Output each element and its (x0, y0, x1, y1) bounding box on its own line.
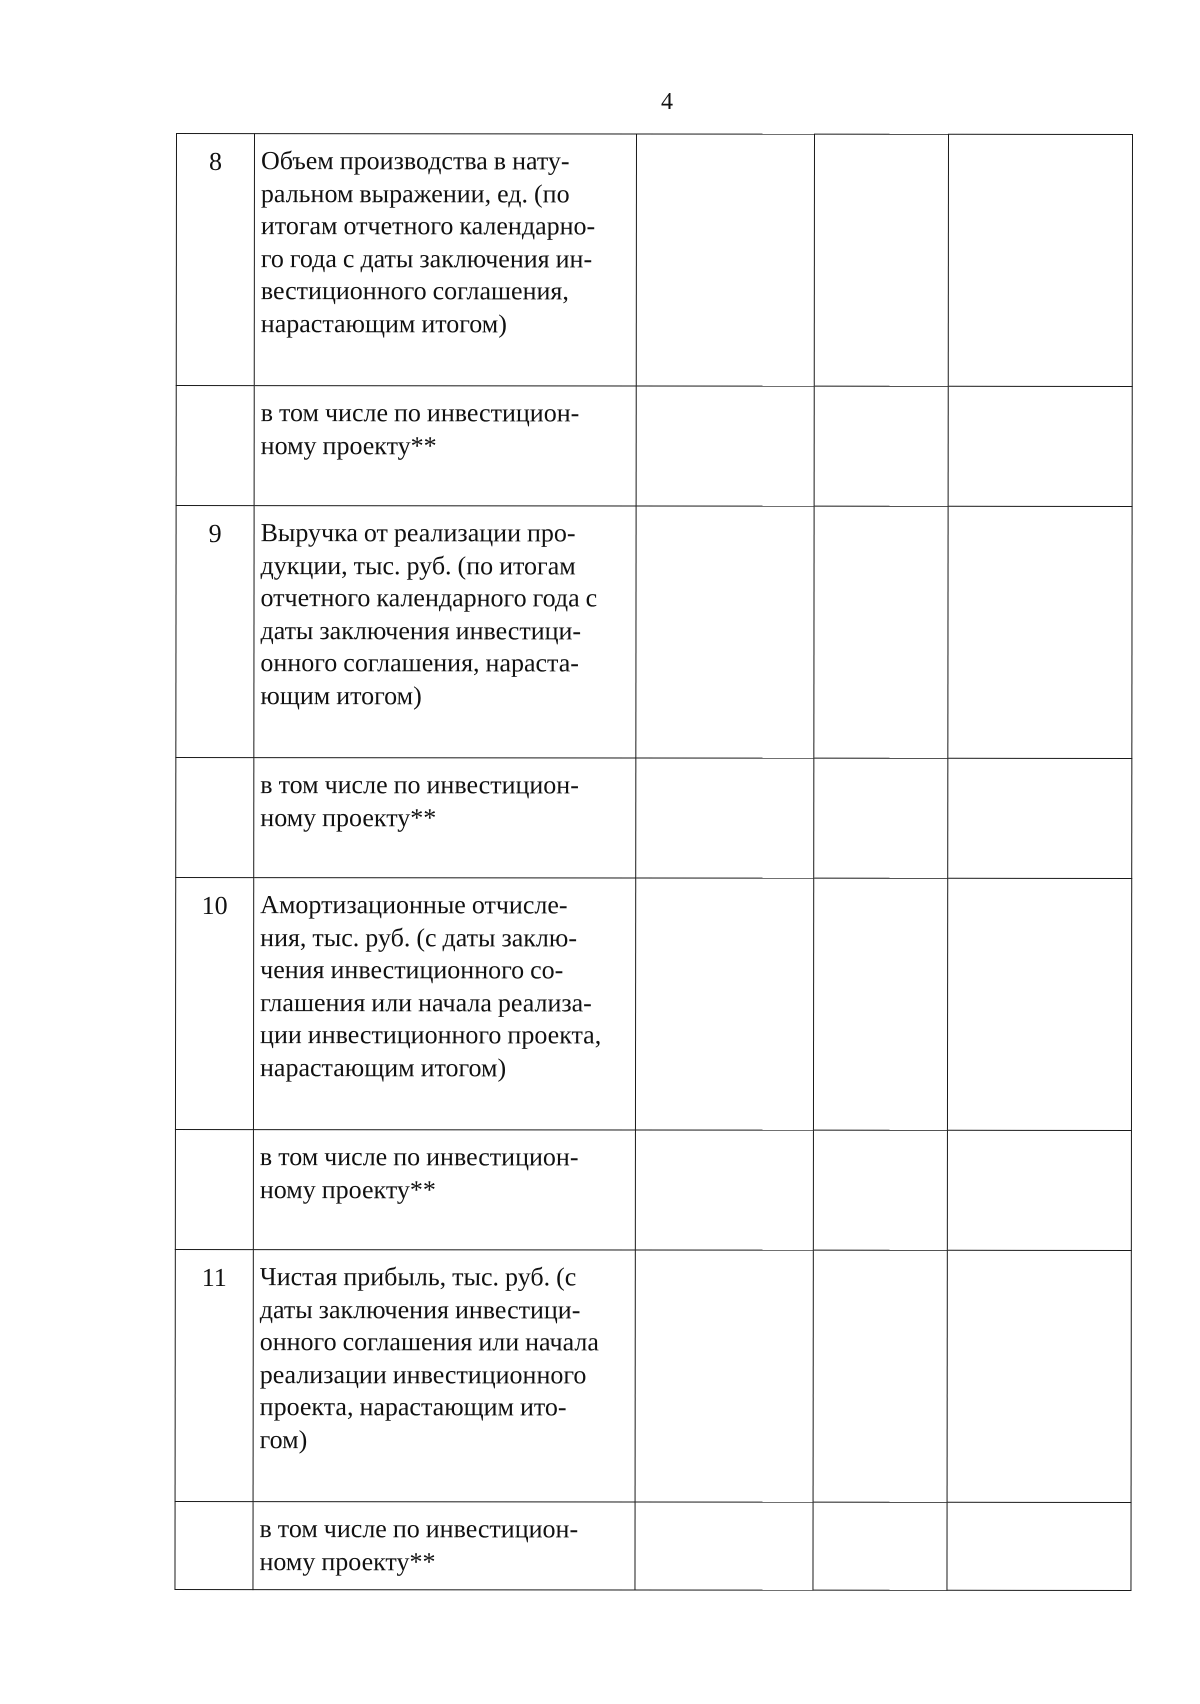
value-cell (948, 758, 1132, 878)
value-cell (813, 1130, 947, 1250)
indicator-name-line: вестиционного соглашения, (260, 276, 569, 306)
table-row (176, 386, 1132, 507)
row-number: 10 (175, 878, 253, 1130)
indicator-name-line: гом) (259, 1424, 308, 1454)
indicator-name (254, 134, 636, 386)
indicator-name (253, 878, 635, 1130)
row-number (176, 386, 254, 506)
indicators-table (174, 133, 1133, 1591)
indicator-name (254, 506, 636, 758)
value-cell (948, 506, 1132, 758)
value-cell (948, 134, 1132, 386)
indicator-name-line: Амортизационные отчисле- (260, 890, 568, 920)
indicator-name-line: ральном выражении, ед. (по (260, 178, 570, 208)
row-number (175, 1501, 253, 1589)
indicator-name-line: реализации инвестиционного (259, 1359, 587, 1389)
indicator-name-line: Объем производства в нату- (260, 146, 570, 176)
value-cell (813, 1502, 947, 1590)
value-cell (636, 506, 814, 758)
indicator-name-line: в том числе по инвестицион- (260, 398, 580, 428)
table-row (175, 878, 1131, 1131)
row-number (175, 1130, 253, 1250)
row-number: 11 (175, 1249, 253, 1501)
table-row (176, 506, 1132, 759)
indicator-name-line: ющим итогом) (260, 680, 422, 710)
page-number: 4 (661, 89, 673, 115)
value-cell (814, 506, 948, 758)
value-cell (636, 758, 814, 878)
table-row (175, 1249, 1131, 1502)
value-cell (947, 1250, 1131, 1502)
indicator-name-line: ции инвестиционного проекта, (260, 1020, 602, 1050)
indicator-name-line: Чистая прибыль, тыс. руб. (с (259, 1262, 577, 1292)
value-cell (813, 1250, 947, 1502)
indicator-name-line: ному проекту** (260, 430, 437, 460)
indicator-name (253, 1250, 635, 1502)
value-cell (947, 1130, 1131, 1250)
value-cell (813, 878, 947, 1130)
indicator-name-line: нарастающим итогом) (260, 1052, 507, 1082)
row-number: 8 (176, 134, 254, 386)
indicator-name-line: нарастающим итогом) (260, 308, 507, 338)
indicator-name-line: онного соглашения, нараста- (260, 648, 579, 678)
value-cell (635, 1502, 813, 1590)
indicator-name (254, 758, 636, 878)
indicator-name-line: ному проекту** (260, 802, 437, 832)
row-number: 9 (176, 506, 254, 758)
table-row (176, 134, 1132, 387)
indicator-name-line: онного соглашения или начала (259, 1327, 599, 1357)
indicator-name-line: даты заключения инвестици- (260, 615, 582, 645)
indicator-name-line: ному проекту** (259, 1546, 436, 1576)
indicator-name-line: ному проекту** (259, 1174, 436, 1204)
value-cell (635, 878, 813, 1130)
indicator-name-line: итогам отчетного календарно- (260, 211, 596, 241)
indicator-name-line: отчетного календарного года с (260, 583, 598, 613)
value-cell (636, 386, 814, 506)
value-cell (635, 1130, 813, 1250)
value-cell (947, 1502, 1131, 1590)
value-cell (814, 134, 948, 386)
indicator-name-line: даты заключения инвестици- (259, 1294, 581, 1324)
value-cell (948, 386, 1132, 506)
table-row (175, 1130, 1131, 1251)
indicator-name-line: го года с даты заключения ин- (260, 243, 593, 273)
table-row (175, 1501, 1131, 1590)
indicator-name (253, 1502, 635, 1590)
value-cell (635, 1250, 813, 1502)
indicator-name-line: глашения или начала реализа- (260, 987, 592, 1017)
indicator-name-line: дукции, тыс. руб. (по итогам (260, 550, 576, 580)
value-cell (636, 134, 814, 386)
indicator-name-line: в том числе по инвестицион- (259, 1514, 579, 1544)
indicator-name-line: ния, тыс. руб. (с даты заклю- (260, 922, 578, 952)
indicator-name (253, 1130, 635, 1250)
indicator-name-line: в том числе по инвестицион- (260, 770, 579, 800)
value-cell (947, 878, 1131, 1130)
indicator-name-line: проекта, нарастающим ито- (259, 1392, 567, 1422)
indicator-name-line: Выручка от реализации про- (260, 518, 576, 548)
value-cell (814, 758, 948, 878)
indicator-name (254, 386, 636, 506)
value-cell (814, 386, 948, 506)
indicator-name-line: чения инвестиционного со- (260, 955, 564, 985)
table-row (176, 758, 1132, 879)
indicator-name-line: в том числе по инвестицион- (259, 1142, 579, 1172)
row-number (176, 758, 254, 878)
